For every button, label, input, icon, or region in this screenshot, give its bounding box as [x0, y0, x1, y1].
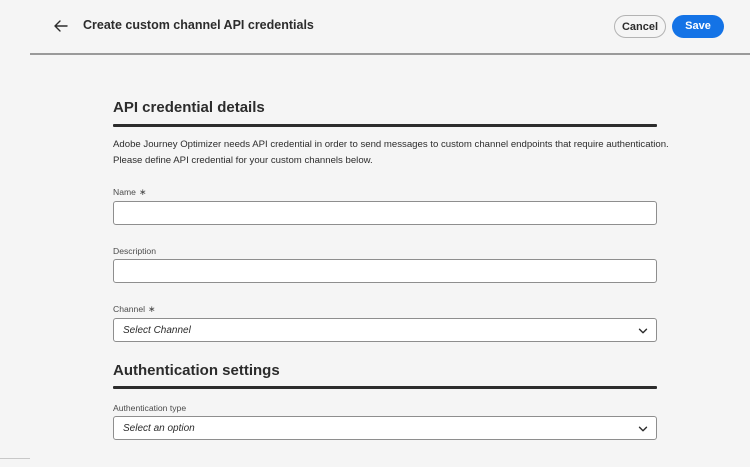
cancel-button[interactable]: Cancel [614, 15, 666, 38]
channel-select-value: Select Channel [123, 325, 191, 336]
channel-required-mark: ∗ [148, 304, 156, 314]
header-divider [30, 53, 750, 55]
auth-type-field-label: Authentication type [113, 403, 187, 413]
api-credential-section-divider [113, 124, 657, 127]
page-title: Create custom channel API credentials [83, 18, 314, 32]
intro-line-1: Adobe Journey Optimizer needs API credential in order to send messages to custom channel endpoints that require authentication. [113, 139, 669, 150]
channel-label-text: Channel [113, 304, 146, 314]
api-credential-section-title: API credential details [113, 99, 265, 116]
footer-divider [0, 458, 30, 459]
intro-line-2: Please define API credential for your custom channels below. [113, 154, 373, 166]
intro-text [113, 137, 673, 168]
description-field-label: Description [113, 246, 156, 256]
authentication-section-divider [113, 386, 657, 389]
name-required-mark: ∗ [138, 187, 147, 197]
chevron-down-icon [638, 424, 648, 434]
page-header [0, 0, 750, 54]
arrow-left-icon [50, 15, 72, 37]
authentication-section-title: Authentication settings [113, 362, 280, 379]
name-input[interactable] [113, 201, 657, 225]
channel-select[interactable] [113, 318, 657, 342]
save-button[interactable]: Save [672, 15, 724, 38]
auth-type-select[interactable] [113, 416, 657, 440]
name-field-label [113, 187, 146, 198]
description-input[interactable] [113, 259, 657, 283]
name-label-text: Name [113, 187, 136, 197]
back-button[interactable] [50, 15, 72, 37]
chevron-down-icon [638, 326, 648, 336]
channel-field-label [113, 304, 156, 315]
auth-type-select-value: Select an option [123, 423, 195, 434]
